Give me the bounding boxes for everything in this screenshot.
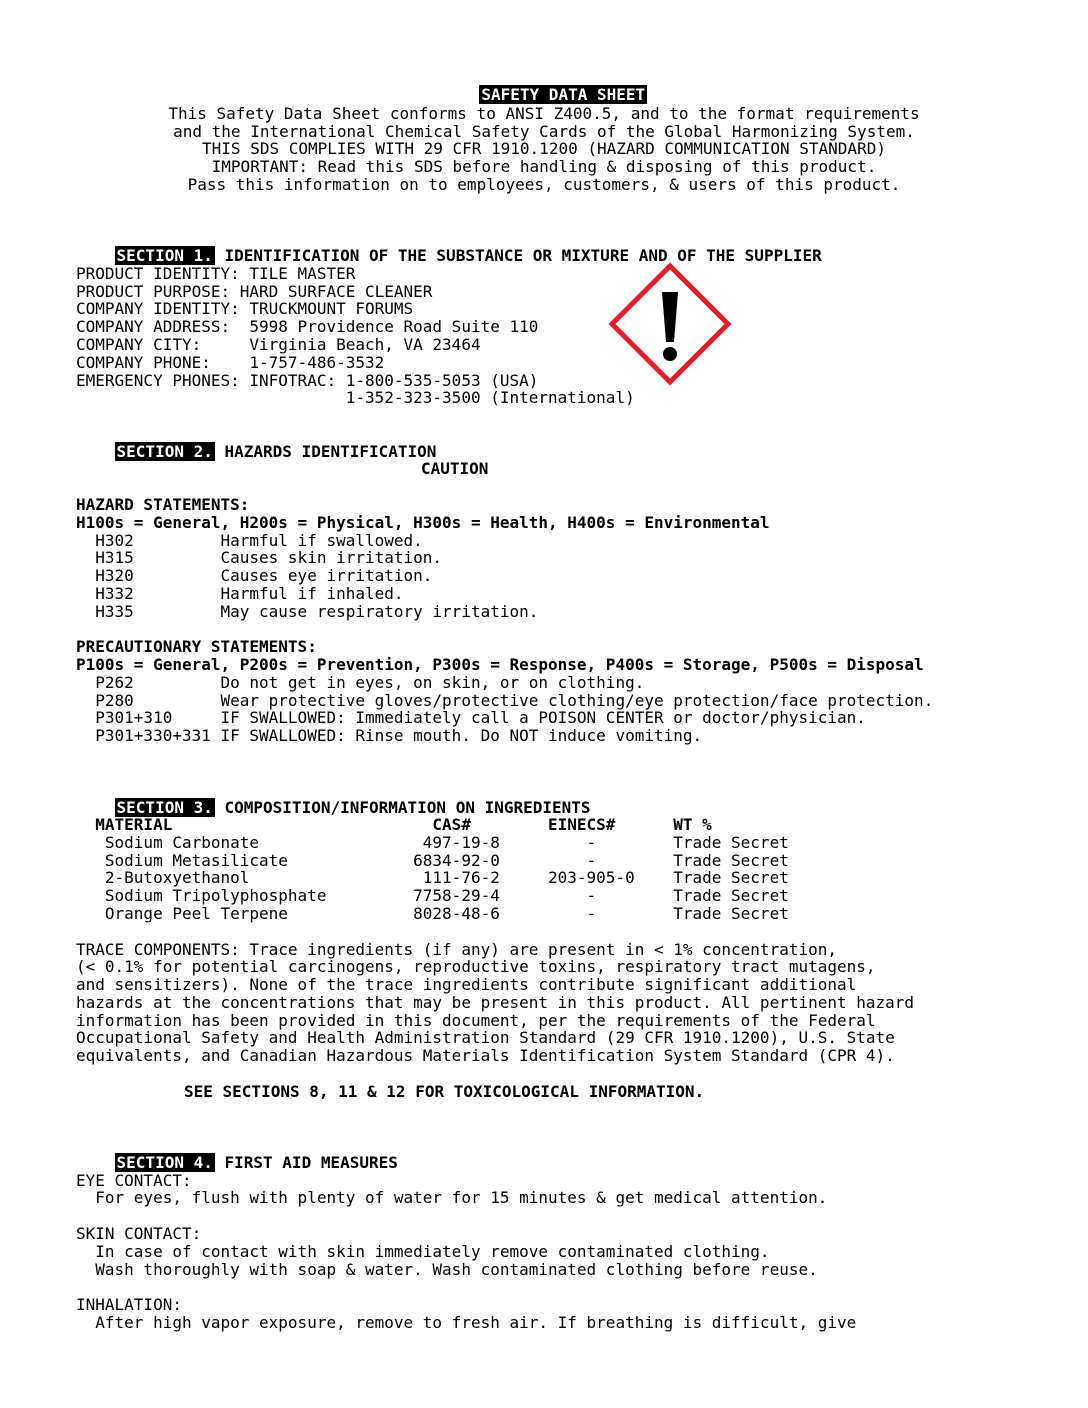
- precautionary-statement: P301+330+331 IF SWALLOWED: Rinse mouth. Do NOT induce vomiting.: [76, 726, 703, 745]
- emergency-phones: EMERGENCY PHONES: INFOTRAC: 1-800-535-5053 (USA): [76, 371, 539, 390]
- table-row: Sodium Metasilicate 6834-92-0 - Trade Secret: [76, 851, 789, 870]
- eye-contact-label: EYE CONTACT:: [76, 1171, 192, 1190]
- skin-contact-text: In case of contact with skin immediately remove contaminated clothing.: [76, 1242, 770, 1261]
- hazard-statements-label: HAZARD STATEMENTS:: [76, 495, 250, 514]
- intro-line: This Safety Data Sheet conforms to ANSI Z400.5, and to the format requirements: [168, 104, 920, 123]
- inhalation-label: INHALATION:: [76, 1295, 182, 1314]
- hazard-statement: H302 Harmful if swallowed.: [76, 531, 423, 550]
- table-row: Sodium Tripolyphosphate 7758-29-4 - Trade Secret: [76, 886, 789, 905]
- hazard-statement: H332 Harmful if inhaled.: [76, 584, 404, 603]
- precautionary-statement: P301+310 IF SWALLOWED: Immediately call a POISON CENTER or doctor/physician.: [76, 708, 866, 727]
- eye-contact-text: For eyes, flush with plenty of water for 15 minutes & get medical attention.: [76, 1188, 828, 1207]
- precautionary-legend: P100s = General, P200s = Prevention, P300s = Response, P400s = Storage, P500s = Disposal: [76, 655, 924, 674]
- precautionary-statements-label: PRECAUTIONARY STATEMENTS:: [76, 637, 317, 656]
- company-phone: COMPANY PHONE: 1-757-486-3532: [76, 353, 385, 372]
- table-row: Sodium Carbonate 497-19-8 - Trade Secret: [76, 833, 789, 852]
- company-identity: COMPANY IDENTITY: TRUCKMOUNT FORUMS: [76, 299, 414, 318]
- hazard-legend: H100s = General, H200s = Physical, H300s = Health, H400s = Environmental: [76, 513, 770, 532]
- precautionary-statement: P262 Do not get in eyes, on skin, or on clothing.: [76, 673, 645, 692]
- trace-components-line: and sensitizers). None of the trace ingredients contribute significant additional: [76, 975, 857, 994]
- hazard-statement: H315 Causes skin irritation.: [76, 548, 443, 567]
- hazard-statement: H335 May cause respiratory irritation.: [76, 602, 539, 621]
- section-tag: SECTION 4.: [116, 1153, 213, 1172]
- see-sections-note: SEE SECTIONS 8, 11 & 12 FOR TOXICOLOGICAL INFORMATION.: [184, 1082, 705, 1101]
- table-row: Orange Peel Terpene 8028-48-6 - Trade Secret: [76, 904, 789, 923]
- skin-contact-text: Wash thoroughly with soap & water. Wash contaminated clothing before reuse.: [76, 1260, 818, 1279]
- table-row: 2-Butoxyethanol 111-76-2 203-905-0 Trade Secret: [76, 868, 789, 887]
- intro-line: THIS SDS COMPLIES WITH 29 CFR 1910.1200 (HAZARD COMMUNICATION STANDARD): [202, 139, 886, 158]
- emergency-phones-international: 1-352-323-3500 (International): [76, 388, 635, 407]
- trace-components-line: hazards at the concentrations that may be present in this product. All pertinent hazard: [76, 993, 915, 1012]
- trace-components-line: information has been provided in this document, per the requirements of the Federal: [76, 1011, 876, 1030]
- company-city: COMPANY CITY: Virginia Beach, VA 23464: [76, 335, 481, 354]
- section-heading: COMPOSITION/INFORMATION ON INGREDIENTS: [224, 798, 591, 817]
- company-address: COMPANY ADDRESS: 5998 Providence Road Suite 110: [76, 317, 539, 336]
- section-heading: IDENTIFICATION OF THE SUBSTANCE OR MIXTURE AND OF THE SUPPLIER: [224, 246, 822, 265]
- section-heading: HAZARDS IDENTIFICATION: [224, 442, 437, 461]
- document-title: SAFETY DATA SHEET: [481, 85, 646, 104]
- trace-components-line: equivalents, and Canadian Hazardous Materials Identification System Standard (CPR 4).: [76, 1046, 895, 1065]
- inhalation-text: After high vapor exposure, remove to fresh air. If breathing is difficult, give: [76, 1313, 857, 1332]
- exclamation-mark-icon: [608, 262, 732, 386]
- intro-line: Pass this information on to employees, customers, & users of this product.: [187, 175, 901, 194]
- section-tag: SECTION 2.: [116, 442, 213, 461]
- product-identity: PRODUCT IDENTITY: TILE MASTER: [76, 264, 356, 283]
- product-purpose: PRODUCT PURPOSE: HARD SURFACE CLEANER: [76, 282, 433, 301]
- hazard-statement: H320 Causes eye irritation.: [76, 566, 433, 585]
- section-tag: SECTION 1.: [116, 246, 213, 265]
- trace-components-line: Occupational Safety and Health Administration Standard (29 CFR 1910.1200), U.S. State: [76, 1028, 895, 1047]
- section-tag: SECTION 3.: [116, 798, 213, 817]
- skin-contact-label: SKIN CONTACT:: [76, 1224, 202, 1243]
- section-heading: FIRST AID MEASURES: [224, 1153, 398, 1172]
- intro-line: IMPORTANT: Read this SDS before handling & disposing of this product.: [211, 157, 877, 176]
- section-2-header: [76, 425, 436, 479]
- intro-line: and the International Chemical Safety Cards of the Global Harmonizing System.: [173, 122, 915, 141]
- trace-components-line: TRACE COMPONENTS: Trace ingredients (if any) are present in < 1% concentration,: [76, 940, 837, 959]
- precautionary-statement: P280 Wear protective gloves/protective clothing/eye protection/face protection.: [76, 691, 934, 710]
- trace-components-line: (< 0.1% for potential carcinogens, reproductive toxins, respiratory tract mutagens,: [76, 957, 876, 976]
- signal-word: CAUTION: [421, 459, 489, 478]
- ingredients-table-header: MATERIAL CAS# EINECS# WT %: [76, 815, 712, 834]
